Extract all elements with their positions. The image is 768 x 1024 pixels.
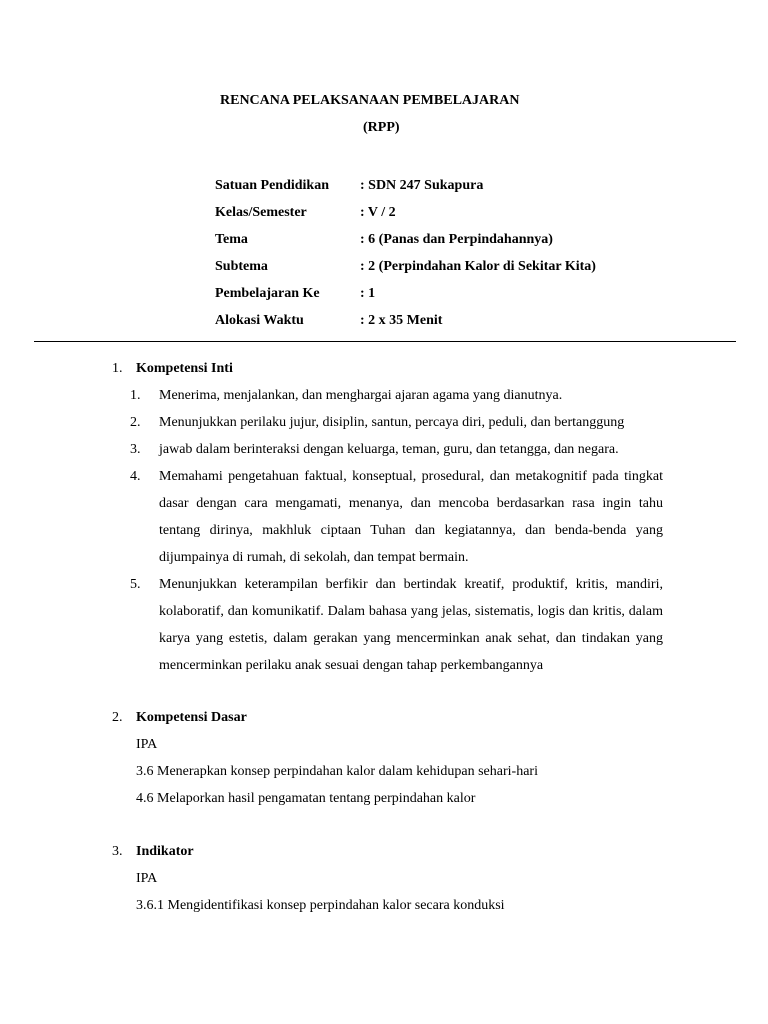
list-item xyxy=(130,436,663,463)
list-item xyxy=(130,463,663,571)
list-item-number: 1. xyxy=(130,388,141,403)
list-item-number: 3. xyxy=(130,442,141,457)
kompetensi-inti-list xyxy=(130,382,663,679)
meta-value: : 1 xyxy=(360,285,376,301)
document-title: RENCANA PELAKSANAAN PEMBELAJARAN xyxy=(220,93,520,108)
list-item-text: jawab dalam berinteraksi dengan keluarga, teman, guru, dan tetangga, dan negara. xyxy=(159,442,619,457)
meta-label: Alokasi Waktu xyxy=(215,312,304,328)
list-item-number: 5. xyxy=(130,577,141,592)
section-title: Kompetensi Inti xyxy=(136,360,233,376)
meta-value: : 2 (Perpindahan Kalor di Sekitar Kita) xyxy=(360,258,596,274)
document-subtitle: (RPP) xyxy=(363,120,400,135)
meta-value: : 2 x 35 Menit xyxy=(360,312,443,328)
meta-label: Subtema xyxy=(215,258,268,274)
horizontal-divider xyxy=(34,341,736,342)
identity-table xyxy=(215,172,735,334)
meta-row-subtema xyxy=(215,253,735,280)
meta-row-kelas xyxy=(215,199,735,226)
list-item xyxy=(130,571,663,679)
list-item-text: Menunjukkan perilaku jujur, disiplin, santun, percaya diri, peduli, dan bertanggung xyxy=(159,415,625,430)
kd-line: 3.6 Menerapkan konsep perpindahan kalor dalam kehidupan sehari-hari xyxy=(136,764,538,779)
section-number: 2. xyxy=(112,709,123,725)
kd-line: 4.6 Melaporkan hasil pengamatan tentang perpindahan kalor xyxy=(136,791,476,806)
section-title: Kompetensi Dasar xyxy=(136,709,247,725)
indikator-body xyxy=(136,865,505,919)
section-number: 3. xyxy=(112,843,123,859)
section-title: Indikator xyxy=(136,843,194,859)
meta-value: : V / 2 xyxy=(360,204,396,220)
list-item xyxy=(130,382,663,409)
meta-label: Pembelajaran Ke xyxy=(215,285,320,301)
section-number: 1. xyxy=(112,360,123,376)
list-item-text: Memahami pengetahuan faktual, konseptual, prosedural, dan metakognitif pada tingkat dasar dengan cara mengamati, menanya, dan mencoba berdasarkan rasa ingin tahu tentang dirinya, makhluk ciptaan Tuhan dan kegiatannya, dan benda-benda yang dijumpainya di rumah, di sekolah, dan tempat bermain. xyxy=(159,469,663,565)
list-item xyxy=(130,409,663,436)
section-kompetensi-inti-heading xyxy=(112,355,233,382)
kompetensi-dasar-body xyxy=(136,731,538,812)
meta-label: Tema xyxy=(215,231,248,247)
list-item-number: 4. xyxy=(130,469,141,484)
list-item-text: Menunjukkan keterampilan berfikir dan bertindak kreatif, produktif, kritis, mandiri, kolaboratif, dan komunikatif. Dalam bahasa yang jelas, sistematis, logis dan kritis, dalam karya yang estetis, dalam gerakan yang mencerminkan anak sehat, dan tindakan yang mencerminkan perilaku anak sesuai dengan tahap perkembangannya xyxy=(159,577,663,673)
meta-value: : SDN 247 Sukapura xyxy=(360,177,484,193)
subject-label: IPA xyxy=(136,871,158,886)
meta-label: Kelas/Semester xyxy=(215,204,307,220)
list-item-number: 2. xyxy=(130,415,141,430)
meta-row-tema xyxy=(215,226,735,253)
meta-row-pembelajaran xyxy=(215,280,735,307)
meta-label: Satuan Pendidikan xyxy=(215,177,329,193)
meta-row-alokasi xyxy=(215,307,735,334)
indikator-line: 3.6.1 Mengidentifikasi konsep perpindahan kalor secara konduksi xyxy=(136,898,505,913)
meta-value: : 6 (Panas dan Perpindahannya) xyxy=(360,231,553,247)
section-indikator-heading xyxy=(112,838,194,865)
section-kompetensi-dasar-heading xyxy=(112,704,247,731)
meta-row-satuan xyxy=(215,172,735,199)
list-item-text: Menerima, menjalankan, dan menghargai ajaran agama yang dianutnya. xyxy=(159,388,563,403)
subject-label: IPA xyxy=(136,737,158,752)
